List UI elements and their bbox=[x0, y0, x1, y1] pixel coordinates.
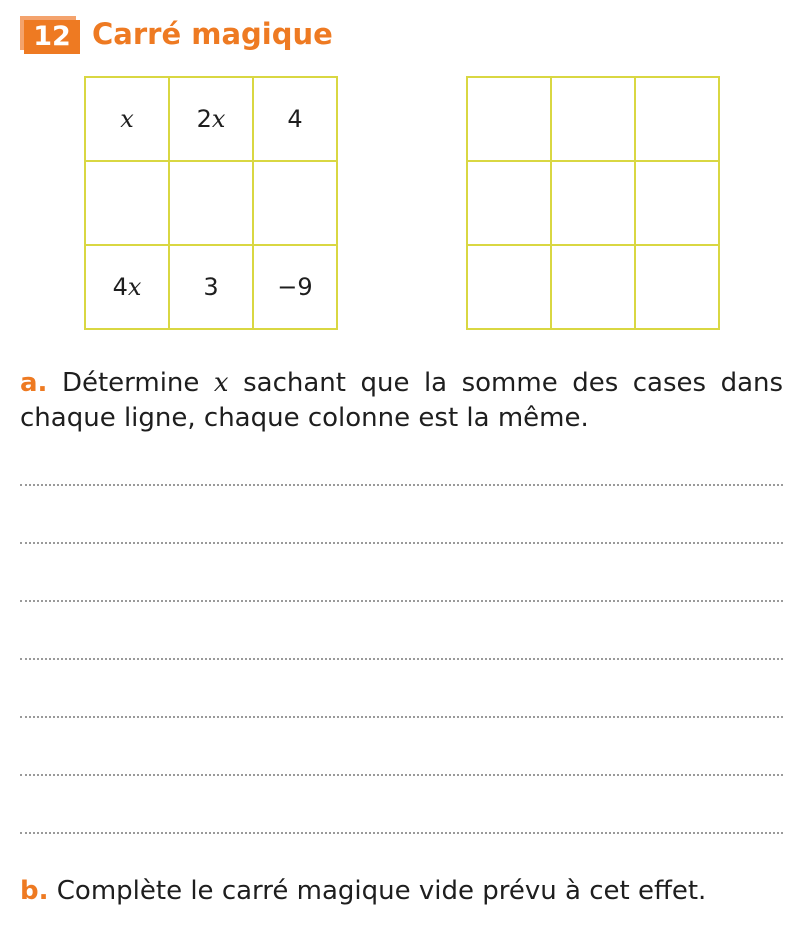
grid-cell-empty[interactable] bbox=[635, 245, 719, 329]
cell-value: 4 bbox=[287, 105, 303, 133]
grid-cell-empty[interactable] bbox=[551, 77, 635, 161]
question-b bbox=[20, 874, 783, 909]
grid-row bbox=[85, 245, 337, 329]
question-a-text-after: sachant que la somme des cases dans chaque ligne, chaque colonne est la même. bbox=[20, 368, 784, 433]
question-a-label: a. bbox=[20, 368, 48, 398]
grid-cell-empty[interactable] bbox=[635, 77, 719, 161]
grid-cell-empty[interactable] bbox=[635, 161, 719, 245]
exercise-number-badge bbox=[20, 16, 80, 50]
grid-cell-empty[interactable] bbox=[253, 161, 337, 245]
grid-cell bbox=[253, 245, 337, 329]
grid-cell-empty[interactable] bbox=[551, 245, 635, 329]
grid-cell bbox=[85, 77, 169, 161]
grid-cell-empty[interactable] bbox=[85, 161, 169, 245]
grid-cell bbox=[253, 77, 337, 161]
cell-value: x bbox=[120, 105, 134, 133]
grid-row bbox=[467, 245, 719, 329]
magic-square-blank bbox=[466, 76, 720, 330]
question-a-variable: x bbox=[213, 368, 229, 398]
grid-cell bbox=[85, 245, 169, 329]
exercise-number: 12 bbox=[24, 20, 80, 54]
cell-value: 2x bbox=[196, 105, 226, 133]
grid-cell bbox=[169, 77, 253, 161]
cell-value: −9 bbox=[277, 273, 313, 301]
answer-line[interactable] bbox=[20, 716, 783, 718]
answer-line[interactable] bbox=[20, 658, 783, 660]
grid-row bbox=[85, 161, 337, 245]
grid-cell bbox=[169, 245, 253, 329]
exercise-title: Carré magique bbox=[92, 17, 333, 51]
grid-cell-empty[interactable] bbox=[169, 161, 253, 245]
answer-line[interactable] bbox=[20, 832, 783, 834]
grid-row bbox=[467, 161, 719, 245]
grid-cell-empty[interactable] bbox=[467, 77, 551, 161]
grid-row bbox=[85, 77, 337, 161]
grid-cell-empty[interactable] bbox=[551, 161, 635, 245]
answer-line[interactable] bbox=[20, 542, 783, 544]
grid-cell-empty[interactable] bbox=[467, 161, 551, 245]
magic-square-given bbox=[84, 76, 338, 330]
question-b-text: Complète le carré magique vide prévu à cet effet. bbox=[56, 876, 707, 906]
question-a-text-before: Détermine bbox=[61, 368, 200, 398]
answer-line[interactable] bbox=[20, 484, 783, 486]
cell-value: 4x bbox=[112, 273, 142, 301]
question-b-label: b. bbox=[20, 876, 49, 906]
grid-row bbox=[467, 77, 719, 161]
cell-value: 3 bbox=[203, 273, 219, 301]
grid-cell-empty[interactable] bbox=[467, 245, 551, 329]
question-a bbox=[20, 366, 783, 436]
answer-line[interactable] bbox=[20, 774, 783, 776]
answer-line[interactable] bbox=[20, 600, 783, 602]
